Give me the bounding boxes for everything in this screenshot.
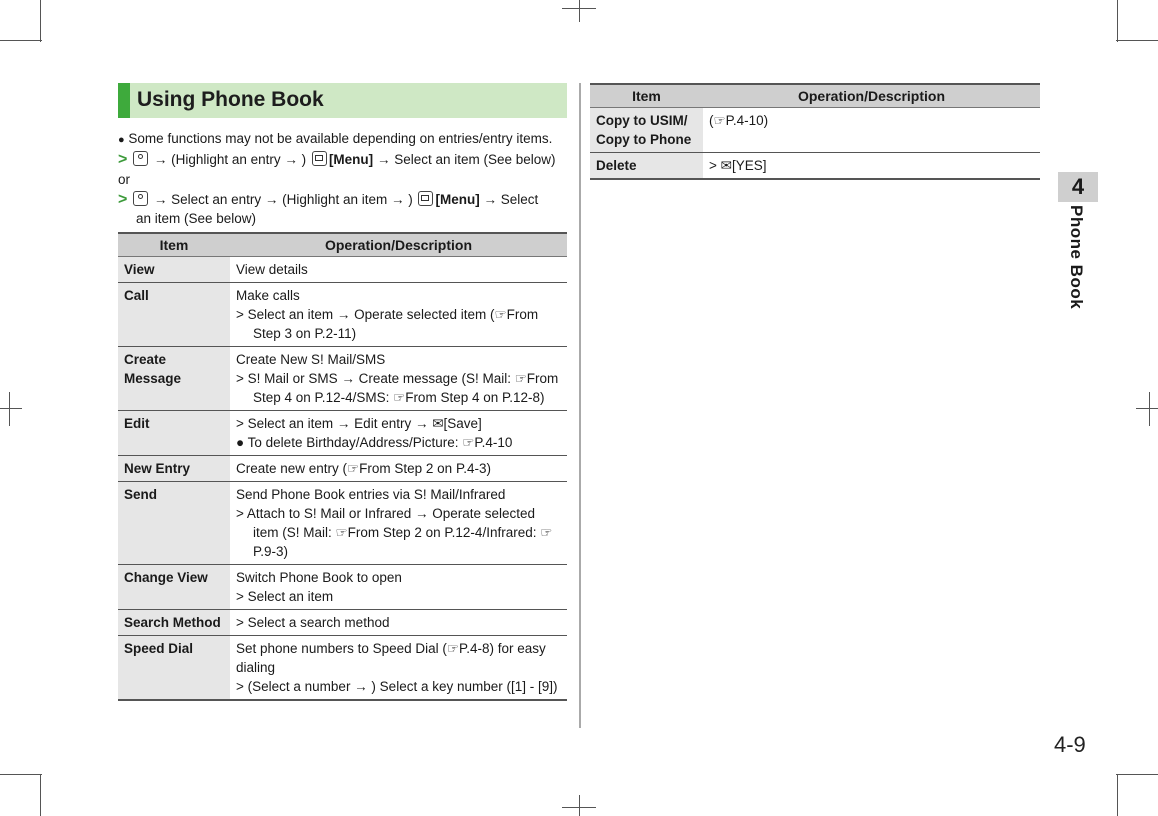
description-line: ● To delete Birthday/Address/Picture: ☞P.4-10	[236, 435, 513, 450]
table-row	[118, 456, 567, 482]
crop-mark	[1117, 774, 1118, 816]
intro-note: ● Some functions may not be available depending on entries/entry items.	[118, 131, 553, 146]
chapter-tab: 4	[1058, 172, 1098, 202]
step1-text: → (Highlight an entry → )	[153, 152, 310, 167]
step2-text: → Select an entry → (Highlight an item → )	[153, 192, 417, 207]
intro-step-2-cont: an item (See below)	[136, 211, 257, 226]
operations-table	[118, 232, 567, 701]
crop-mark	[1116, 40, 1158, 41]
column-header-description: Operation/Description	[230, 233, 567, 257]
section-header	[118, 83, 567, 118]
description-line: > Select an item → Edit entry → ✉[Save]	[236, 416, 482, 431]
description-line: Set phone numbers to Speed Dial (☞P.4-8) for easy dialing	[236, 641, 546, 675]
description-line: > (Select a number → ) Select a key number ([1] - [9])	[236, 679, 558, 694]
column-header-item: Item	[590, 84, 703, 108]
table-row	[118, 482, 567, 565]
description-line: View details	[236, 262, 308, 277]
table-row	[118, 347, 567, 411]
page-number: 4-9	[1054, 732, 1086, 757]
column-divider	[579, 83, 581, 728]
crop-mark	[1117, 0, 1118, 42]
registration-mark	[9, 392, 10, 426]
description-line: Make calls	[236, 288, 300, 303]
row-item-label: Delete	[590, 153, 703, 180]
row-item-label: Create Message	[118, 347, 230, 411]
row-description	[230, 636, 567, 701]
row-item-label: Send	[118, 482, 230, 565]
table-row	[118, 610, 567, 636]
row-item-label: Call	[118, 283, 230, 347]
row-description	[703, 108, 1040, 153]
table-row	[118, 565, 567, 610]
intro-step-1	[118, 150, 556, 169]
step2-menu: [Menu]	[435, 192, 480, 207]
row-item-label: View	[118, 257, 230, 283]
chapter-title: Phone Book	[1067, 205, 1086, 310]
row-item-label: Search Method	[118, 610, 230, 636]
crop-mark	[0, 40, 42, 41]
description-line: (☞P.4-10)	[709, 113, 769, 128]
row-description	[703, 153, 1040, 180]
registration-mark	[0, 408, 22, 409]
section-title: Using Phone Book	[137, 88, 324, 111]
intro-or: or	[118, 172, 131, 187]
column-header-description: Operation/Description	[703, 84, 1040, 108]
row-item-label: New Entry	[118, 456, 230, 482]
row-description	[230, 411, 567, 456]
column-header-item: Item	[118, 233, 230, 257]
table-row	[118, 283, 567, 347]
description-line: > ✉[YES]	[709, 158, 767, 173]
description-line: Create new entry (☞From Step 2 on P.4-3)	[236, 461, 491, 476]
step-arrow-icon: >	[118, 151, 128, 168]
row-item-label: Speed Dial	[118, 636, 230, 701]
table-row	[118, 636, 567, 701]
intro-step-2	[118, 190, 538, 209]
step1-tail: → Select an item (See below)	[373, 152, 556, 167]
description-line: Send Phone Book entries via S! Mail/Infrared	[236, 487, 506, 502]
row-description	[230, 283, 567, 347]
phonebook-key-icon	[133, 191, 148, 206]
row-description	[230, 610, 567, 636]
step2-tail: → Select	[479, 192, 539, 207]
registration-mark	[1136, 408, 1158, 409]
description-line: > S! Mail or SMS → Create message (S! Mail: ☞From Step 4 on P.12-4/SMS: ☞From Step 4 on P.12-8)	[236, 371, 559, 405]
intro-bullet-text: Some functions may not be available depending on entries/entry items.	[128, 131, 553, 146]
crop-mark	[0, 774, 42, 775]
row-item-label: Copy to USIM/ Copy to Phone	[590, 108, 703, 153]
step1-menu: [Menu]	[328, 152, 374, 167]
description-line: > Select a search method	[236, 615, 390, 630]
row-description	[230, 456, 567, 482]
row-description	[230, 565, 567, 610]
row-item-label: Edit	[118, 411, 230, 456]
registration-mark	[579, 795, 580, 816]
row-description	[230, 257, 567, 283]
row-description	[230, 482, 567, 565]
phonebook-key-icon	[133, 151, 148, 166]
crop-mark	[40, 774, 41, 816]
crop-mark	[1116, 774, 1158, 775]
description-line: Switch Phone Book to open	[236, 570, 402, 585]
row-description	[230, 347, 567, 411]
operations-table-continued	[590, 83, 1040, 180]
table-row	[118, 257, 567, 283]
registration-mark	[579, 0, 580, 22]
description-line: > Select an item	[236, 589, 334, 604]
row-item-label: Change View	[118, 565, 230, 610]
table-row	[118, 411, 567, 456]
crop-mark	[40, 0, 41, 42]
description-line: Create New S! Mail/SMS	[236, 352, 386, 367]
mail-key-icon	[312, 151, 327, 166]
table-row	[590, 108, 1040, 153]
mail-key-icon	[418, 191, 433, 206]
description-line: > Attach to S! Mail or Infrared → Operate selected item (S! Mail: ☞From Step 2 on P.12-4/Infrared: ☞P.9-3)	[236, 506, 553, 559]
registration-mark	[1149, 392, 1150, 426]
step-arrow-icon: >	[118, 191, 128, 208]
table-row	[590, 153, 1040, 180]
description-line: > Select an item → Operate selected item (☞From Step 3 on P.2-11)	[236, 307, 539, 341]
